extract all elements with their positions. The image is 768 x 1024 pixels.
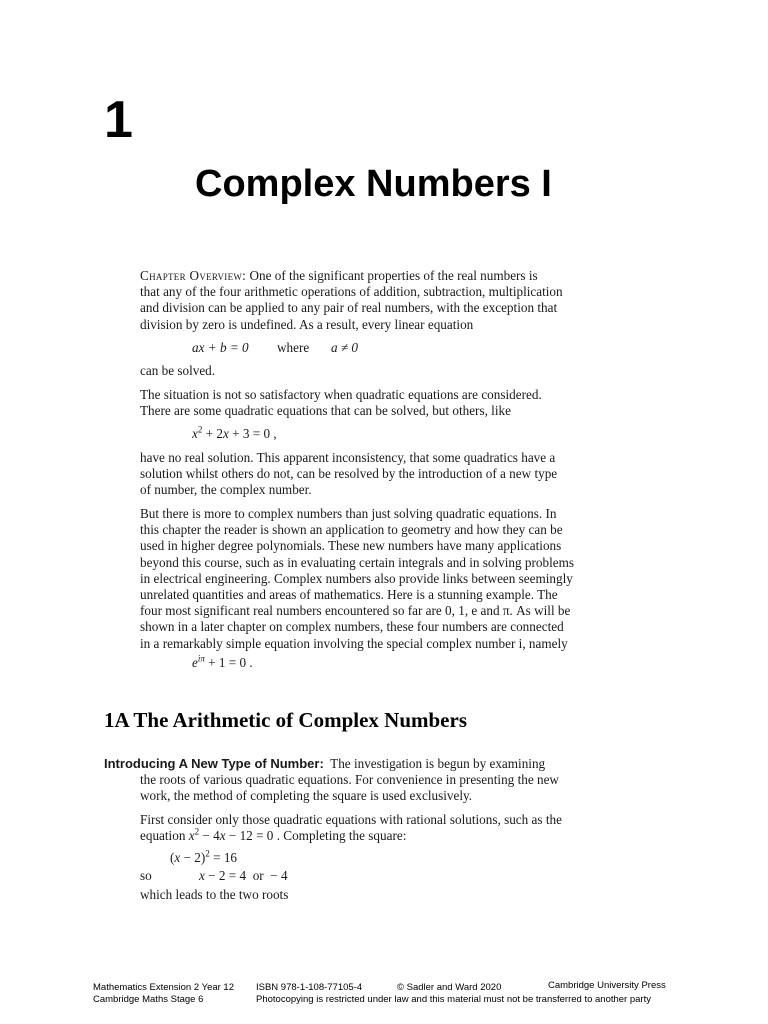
working-line-1: $(x - 2)^2 = 16$ bbox=[170, 848, 238, 865]
working-so: so bbox=[140, 868, 152, 883]
overview-line: beyond this course, such as in evaluating certain integrals and in solving problems bbox=[140, 554, 574, 570]
overview-line: have no real solution. This apparent inconsistency, that some quadratics have a bbox=[140, 450, 556, 465]
overview-paragraph-2 bbox=[140, 387, 634, 419]
footer-isbn: ISBN 978-1-108-77105-4 bbox=[256, 982, 363, 993]
overview-paragraph-3 bbox=[140, 506, 634, 652]
section-intro-first-line bbox=[104, 756, 634, 772]
footer-publisher: Cambridge University Press bbox=[548, 980, 666, 991]
section-intro bbox=[140, 772, 634, 804]
overview-line: There are some quadratic equations that can be solved, but others, like bbox=[140, 403, 511, 419]
overview-line: The situation is not so satisfactory when quadratic equations are considered. bbox=[140, 387, 542, 402]
chapter-title: Complex Numbers I bbox=[195, 163, 552, 205]
section-line: The investigation is begun by examining bbox=[330, 756, 546, 771]
overview-line: of number, the complex number. bbox=[140, 482, 312, 498]
overview-line: in a remarkably simple equation involving the special complex number i, namely bbox=[140, 635, 568, 651]
section-title: 1A The Arithmetic of Complex Numbers bbox=[104, 708, 467, 732]
overview-line: in electrical engineering. Complex numbers also provide links between seemingly bbox=[140, 570, 573, 586]
overview-line: division by zero is undefined. As a result, every linear equation bbox=[140, 316, 474, 332]
overview-line: unrelated quantities and areas of mathematics. Here is a stunning example. The bbox=[140, 587, 558, 603]
footer-copyright: © Sadler and Ward 2020 bbox=[397, 982, 502, 993]
overview-line: One of the significant properties of the real numbers is bbox=[249, 268, 538, 283]
section-line: First consider only those quadratic equations with rational solutions, such as the bbox=[140, 812, 562, 827]
overview-label: Chapter Overview: bbox=[140, 268, 247, 283]
working-line-2: x − 2 = 4 or − 4 bbox=[199, 868, 288, 883]
equation-linear: ax + b = 0 bbox=[192, 340, 249, 355]
overview-paragraph-1 bbox=[140, 268, 634, 333]
section-line: work, the method of completing the square is used exclusively. bbox=[140, 788, 473, 804]
overview-line: used in higher degree polynomials. These new numbers have many applications bbox=[140, 538, 562, 554]
equation-euler: $e^{i\pi} + 1 = 0$ . bbox=[192, 653, 253, 670]
overview-line: and division can be applied to any pair of real numbers, with the exception that bbox=[140, 300, 558, 316]
overview-line: solution whilst others do not, can be resolved by the introduction of a new type bbox=[140, 466, 558, 482]
section-line: the roots of various quadratic equations. For convenience in presenting the new bbox=[140, 772, 559, 787]
overview-line: this chapter the reader is shown an application to geometry and how they can be bbox=[140, 522, 563, 538]
overview-line: But there is more to complex numbers than just solving quadratic equations. In bbox=[140, 506, 557, 521]
equation-quadratic: $x^2 + 2x + 3 = 0$ , bbox=[192, 424, 277, 441]
equation-condition: a ≠ 0 bbox=[331, 340, 359, 355]
section-line: which leads to the two roots bbox=[140, 887, 289, 902]
overview-paragraph-2-end bbox=[140, 450, 634, 499]
section-paragraph-2 bbox=[140, 812, 634, 844]
overview-line: that any of the four arithmetic operations of addition, subtraction, multiplication bbox=[140, 284, 563, 300]
overview-line: shown in a later chapter on complex numbers, these four numbers are connected bbox=[140, 619, 564, 635]
footer-book: Mathematics Extension 2 Year 12 bbox=[93, 982, 235, 993]
overview-line: four most significant real numbers encountered so far are 0, 1, e and π. As will be bbox=[140, 603, 571, 619]
section-line: equation $x^2 - 4x - 12 = 0$ . Completing the square: bbox=[140, 826, 407, 844]
footer-series: Cambridge Maths Stage 6 bbox=[93, 994, 204, 1005]
chapter-number: 1 bbox=[104, 91, 133, 149]
equation-where: where bbox=[277, 340, 310, 355]
footer-notice: Photocopying is restricted under law and this material must not be transferred to another party bbox=[256, 994, 651, 1005]
section-subhead: Introducing A New Type of Number: bbox=[104, 756, 324, 771]
overview-line: can be solved. bbox=[140, 363, 216, 378]
